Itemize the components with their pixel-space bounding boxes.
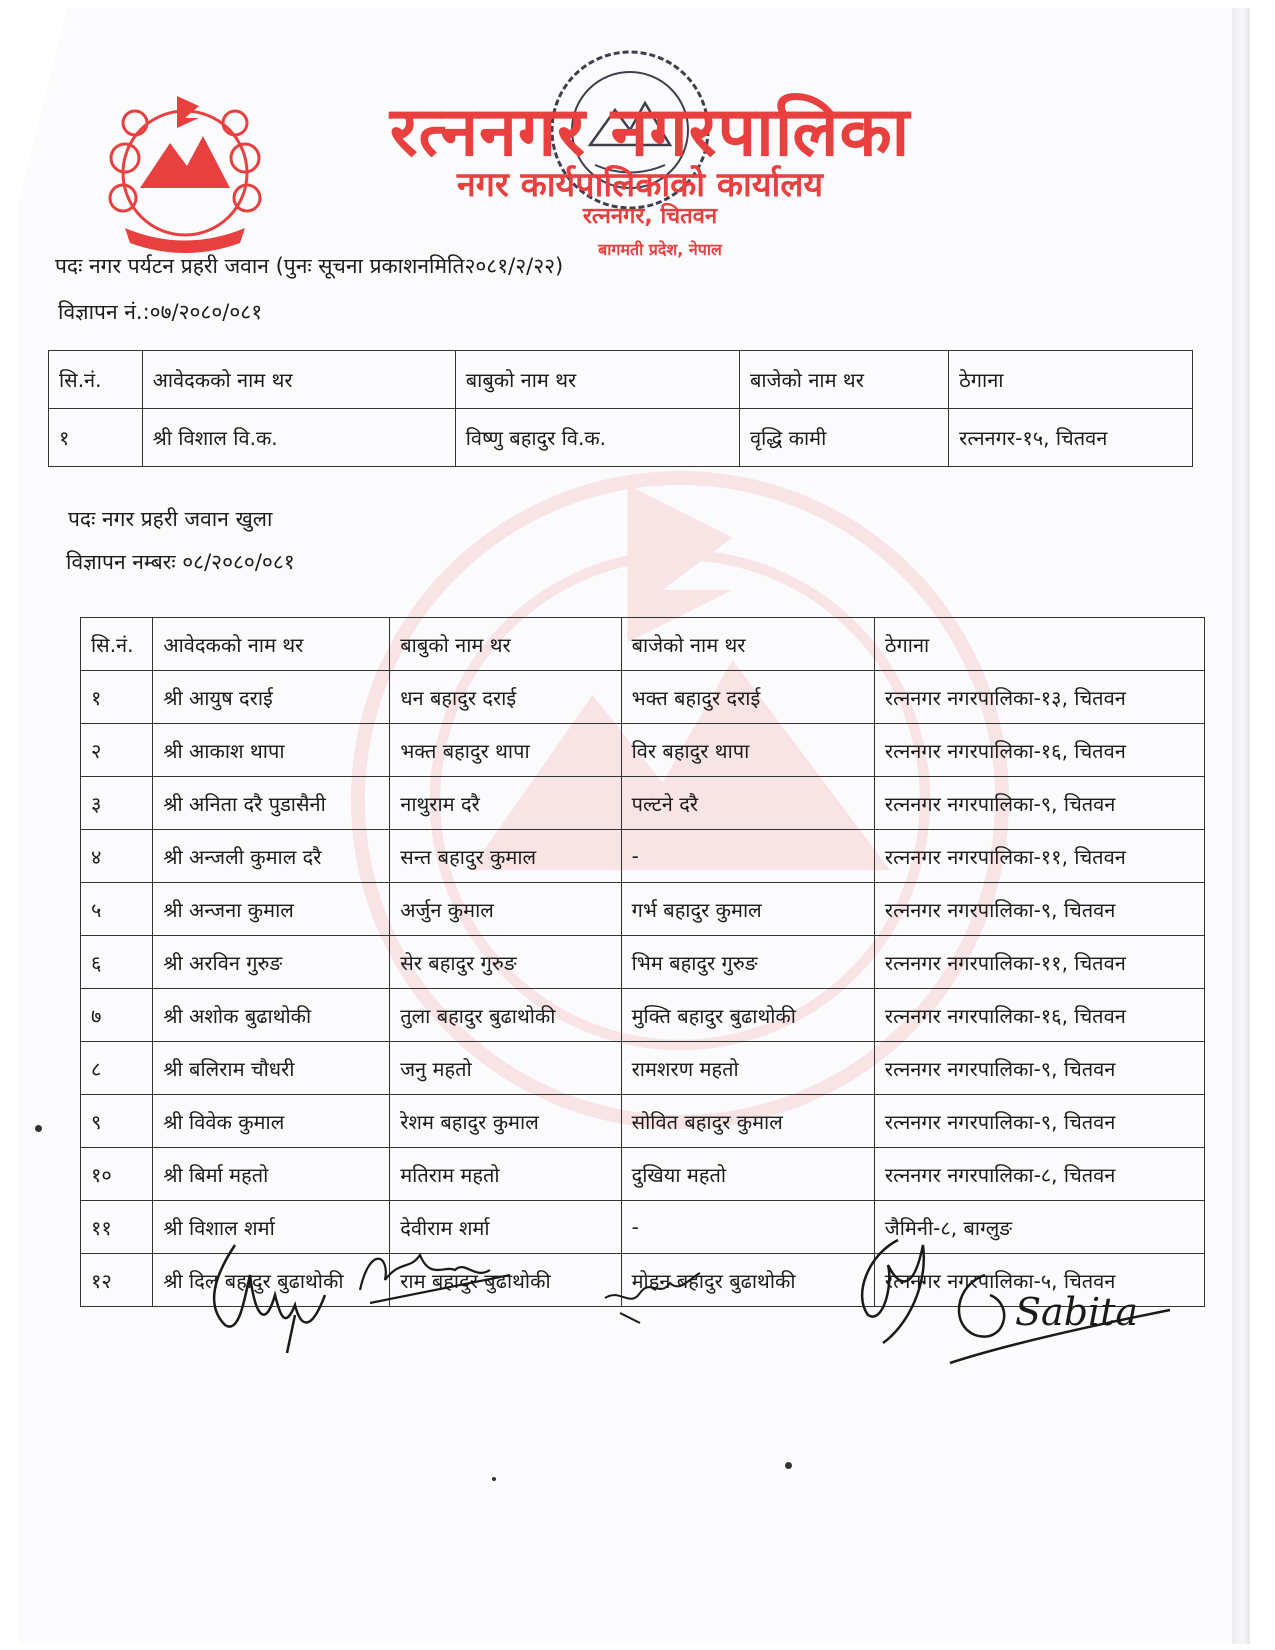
signature-4: [838, 1225, 948, 1345]
table-row: [81, 777, 1205, 830]
office-location: रत्ननगर, चितवन: [582, 204, 718, 229]
table-cell: श्री अनिता दरै पुडासैनी: [153, 777, 390, 830]
table-cell: रत्ननगर नगरपालिका-११, चितवन: [874, 830, 1204, 883]
table-header-row: [49, 351, 1193, 409]
table-cell: तुला बहादुर बुढाथोकी: [390, 989, 621, 1042]
table-cell: रत्ननगर-१५, चितवन: [949, 409, 1193, 467]
column-header: आवेदकको नाम थर: [153, 618, 390, 671]
column-header: सि.नं.: [49, 351, 143, 409]
table-cell: रत्ननगर नगरपालिका-९, चितवन: [874, 1095, 1204, 1148]
table-cell: श्री दिल बहादुर बुढाथोकी: [153, 1254, 390, 1307]
table-row: [81, 671, 1205, 724]
table-row: [81, 936, 1205, 989]
section1-table: [48, 350, 1193, 467]
table-cell: वृद्धि कामी: [740, 409, 949, 467]
table-cell: १: [81, 671, 153, 724]
table-cell: रामशरण महतो: [621, 1042, 874, 1095]
table-cell: -: [621, 1201, 874, 1254]
province-label: बागमती प्रदेश, नेपाल: [598, 240, 722, 259]
table-cell: रत्ननगर नगरपालिका-५, चितवन: [874, 1254, 1204, 1307]
table-cell: ६: [81, 936, 153, 989]
section1-post: पदः नगर पर्यटन प्रहरी जवान (पुनः सूचना प्रकाशनमिति२०८१/२/२२): [55, 254, 564, 278]
table-cell: रत्ननगर नगरपालिका-९, चितवन: [874, 883, 1204, 936]
table-cell: श्री बिर्मा महतो: [153, 1148, 390, 1201]
table-cell: रत्ननगर नगरपालिका-१३, चितवन: [874, 671, 1204, 724]
table-cell: ४: [81, 830, 153, 883]
office-title: नगर कार्यपालिकाको कार्यालय: [456, 165, 824, 205]
table-cell: रत्ननगर नगरपालिका-८, चितवन: [874, 1148, 1204, 1201]
signature-5: [945, 1255, 1180, 1370]
signature-2: [350, 1225, 520, 1310]
table-cell: श्री विवेक कुमाल: [153, 1095, 390, 1148]
table-cell: ३: [81, 777, 153, 830]
table-cell: श्री अशोक बुढाथोकी: [153, 989, 390, 1042]
table-cell: ७: [81, 989, 153, 1042]
table-cell: श्री विशाल शर्मा: [153, 1201, 390, 1254]
column-header: आवेदकको नाम थर: [142, 351, 455, 409]
table-cell: रेशम बहादुर कुमाल: [390, 1095, 621, 1148]
table-cell: सन्त बहादुर कुमाल: [390, 830, 621, 883]
table-cell: रत्ननगर नगरपालिका-१६, चितवन: [874, 989, 1204, 1042]
table-cell: १०: [81, 1148, 153, 1201]
table-header-row: [81, 618, 1205, 671]
table-cell: विष्णु बहादुर वि.क.: [455, 409, 739, 467]
table-cell: जनु महतो: [390, 1042, 621, 1095]
table-cell: रत्ननगर नगरपालिका-९, चितवन: [874, 1042, 1204, 1095]
column-header: ठेगाना: [874, 618, 1204, 671]
table-cell: श्री आकाश थापा: [153, 724, 390, 777]
table-cell: ११: [81, 1201, 153, 1254]
table-cell: श्री विशाल वि.क.: [142, 409, 455, 467]
table-cell: श्री अरविन गुरुङ: [153, 936, 390, 989]
column-header: बाजेको नाम थर: [621, 618, 874, 671]
table-cell: मुक्ति बहादुर बुढाथोकी: [621, 989, 874, 1042]
column-header: ठेगाना: [949, 351, 1193, 409]
table-cell: रत्ननगर नगरपालिका-१६, चितवन: [874, 724, 1204, 777]
table-row: [81, 830, 1205, 883]
table-cell: भिम बहादुर गुरुङ: [621, 936, 874, 989]
section1-ad-number: विज्ञापन नं.:०७/२०८०/०८१: [58, 300, 263, 324]
table-cell: जैमिनी-८, बाग्लुङ: [874, 1201, 1204, 1254]
column-header: बाबुको नाम थर: [390, 618, 621, 671]
table-cell: भक्त बहादुर दराई: [621, 671, 874, 724]
table-row: [81, 883, 1205, 936]
section2-ad-number: विज्ञापन नम्बरः ०८/२०८०/०८१: [66, 550, 295, 574]
table-cell: पल्टने दरै: [621, 777, 874, 830]
table-cell: श्री बलिराम चौधरी: [153, 1042, 390, 1095]
table-row: [81, 989, 1205, 1042]
table-cell: अर्जुन कुमाल: [390, 883, 621, 936]
table-cell: सेर बहादुर गुरुङ: [390, 936, 621, 989]
table-cell: भक्त बहादुर थापा: [390, 724, 621, 777]
nepal-emblem-icon: [95, 88, 275, 258]
table-cell: १२: [81, 1254, 153, 1307]
table-cell: विर बहादुर थापा: [621, 724, 874, 777]
table-cell: १: [49, 409, 143, 467]
table-cell: गर्भ बहादुर कुमाल: [621, 883, 874, 936]
table-cell: दुखिया महतो: [621, 1148, 874, 1201]
column-header: बाबुको नाम थर: [455, 351, 739, 409]
table-cell: श्री अन्जली कुमाल दरै: [153, 830, 390, 883]
table-cell: ९: [81, 1095, 153, 1148]
column-header: सि.नं.: [81, 618, 153, 671]
table-cell: मतिराम महतो: [390, 1148, 621, 1201]
signature-1: [195, 1235, 345, 1355]
table-cell: -: [621, 830, 874, 883]
table-cell: सोवित बहादुर कुमाल: [621, 1095, 874, 1148]
table-cell: राम बहादुर बुढाथोकी: [390, 1254, 621, 1307]
paper-speck: [35, 1125, 42, 1132]
table-cell: रत्ननगर नगरपालिका-११, चितवन: [874, 936, 1204, 989]
table-row: [81, 724, 1205, 777]
section2-post: पदः नगर प्रहरी जवान खुला: [68, 507, 273, 531]
svg-text:Sabita: Sabita: [1015, 1290, 1139, 1334]
table-row: [81, 1095, 1205, 1148]
paper-speck: [785, 1462, 792, 1469]
table-cell: ५: [81, 883, 153, 936]
table-cell: श्री आयुष दराई: [153, 671, 390, 724]
table-cell: धन बहादुर दराई: [390, 671, 621, 724]
signature-3: [600, 1258, 710, 1328]
table-row: [81, 1042, 1205, 1095]
paper-edge: [1232, 8, 1250, 1644]
table-cell: नाथुराम दरै: [390, 777, 621, 830]
table-cell: रत्ननगर नगरपालिका-९, चितवन: [874, 777, 1204, 830]
table-cell: ८: [81, 1042, 153, 1095]
table-cell: देवीराम शर्मा: [390, 1201, 621, 1254]
table-row: [49, 409, 1193, 467]
column-header: बाजेको नाम थर: [740, 351, 949, 409]
municipality-title: रत्ननगर नगरपालिका: [389, 93, 911, 172]
paper-speck: [492, 1477, 496, 1481]
section2-table: [80, 617, 1205, 1307]
table-row: [81, 1148, 1205, 1201]
table-cell: २: [81, 724, 153, 777]
table-cell: मोहन बहादुर बुढाथोकी: [621, 1254, 874, 1307]
table-cell: श्री अन्जना कुमाल: [153, 883, 390, 936]
